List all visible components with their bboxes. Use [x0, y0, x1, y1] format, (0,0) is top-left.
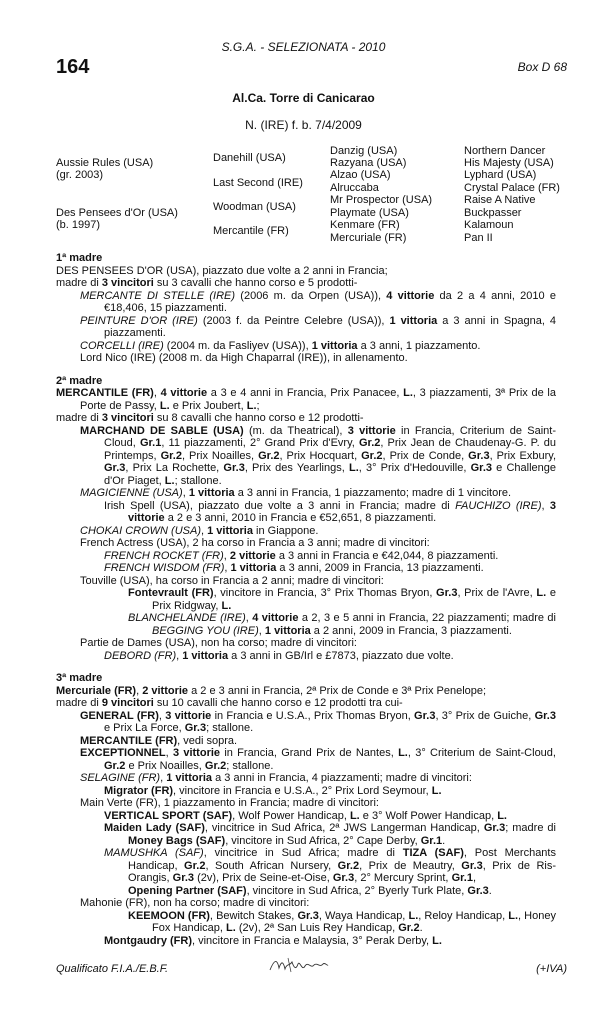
pedigree-gen4-item: Raise A Native: [464, 194, 536, 206]
pedigree-gen3-item: Alruccaba: [330, 182, 379, 194]
pedigree-gen4-item: Northern Dancer: [464, 145, 546, 157]
pedigree-sire-year: (gr. 2003): [56, 169, 104, 181]
produce-entry: Mahonie (FR), non ha corso; madre di vincitori:: [80, 897, 310, 909]
produce-entry: Lord Nico (IRE) (2008 m. da High Chaparral (IRE)), in allenamento.: [80, 352, 408, 364]
pedigree-gen4-item: Pan II: [464, 232, 493, 244]
produce-entry: Montgaudry (FR), vincitore in Francia e Malaysia, 3° Perak Derby, L.: [104, 934, 442, 947]
produce-entry: MAMUSHKA (SAF), vincitrice in Sud Africa; madre di TIZA (SAF), Post Merchants Handicap, Gr.2, South African Nursery, Gr.2, Prix de Meautry, Gr.3, Prix de Ris-Orangis, Gr.3 (2v), Prix de Seine-et-Oise, Gr.3, 2° Mercury Sprint, Gr.1,: [104, 847, 557, 884]
produce-entry: Main Verte (FR), 1 piazzamento in Francia; madre di vincitori:: [80, 797, 379, 809]
dam-line: DES PENSEES D'OR (USA), piazzato due volte a 2 anni in Francia;: [56, 264, 388, 277]
pedigree-gen3-item: Mr Prospector (USA): [330, 194, 433, 206]
pedigree-gen4-item: His Majesty (USA): [464, 157, 554, 169]
produce-entry: MERCANTE DI STELLE (IRE) (2006 m. da Orpen (USA)), 4 vittorie da 2 a 4 anni, 2010 e €18,406, 15 piazzamenti.: [80, 289, 556, 314]
pedigree-gen2-item: Last Second (IRE): [213, 177, 303, 189]
produce-entry: EXCEPTIONNEL, 3 vittorie in Francia, Grand Prix de Nantes, L., 3° Criterium de Saint-Cloud, Gr.2 e Prix Noailles, Gr.2; stallone.: [80, 747, 556, 772]
lot-number: 164: [56, 56, 90, 78]
produce-entry: FRENCH ROCKET (FR), 2 vittorie a 3 anni in Francia e €42,044, 8 piazzamenti.: [104, 549, 499, 562]
produce-entry: CHOKAI CROWN (USA), 1 vittoria in Giappone.: [80, 524, 319, 537]
pedigree-dam: Des Pensees d'Or (USA): [56, 207, 178, 219]
footer-qualification: Qualificato F.I.A./E.B.F.: [56, 963, 169, 975]
produce-entry: PEINTURE D'OR (IRE) (2003 f. da Peintre Celebre (USA)), 1 vittoria a 3 anni in Spagna, 4 piazzamenti.: [80, 314, 556, 339]
pedigree-gen4-item: Kalamoun: [464, 219, 514, 231]
produce-entry: KEEMOON (FR), Bewitch Stakes, Gr.3, Waya Handicap, L., Reloy Handicap, L., Honey Fox Handicap, L. (2v), 2ª San Luis Rey Handicap, Gr.2.: [128, 909, 556, 934]
produce-summary: madre di 3 vincitori su 3 cavalli che hanno corso e 5 prodotti-: [56, 277, 358, 289]
pedigree-gen4-item: Crystal Palace (FR): [464, 182, 560, 194]
produce-entry: VERTICAL SPORT (SAF), Wolf Power Handicap, L. e 3° Wolf Power Handicap, L.: [104, 809, 507, 822]
catalogue-body: [56, 252, 556, 947]
box-number: Box D 68: [517, 60, 567, 74]
pedigree-gen2-item: Woodman (USA): [213, 201, 296, 213]
pedigree-gen4-item: Buckpasser: [464, 207, 522, 219]
pedigree-gen3-item: Razyana (USA): [330, 157, 407, 169]
pedigree-gen3-item: Playmate (USA): [330, 207, 409, 219]
horse-description: N. (IRE) f. b. 7/4/2009: [245, 118, 362, 132]
produce-entry: DEBORD (FR), 1 vittoria a 3 anni in GB/Irl e £7873, piazzato due volte.: [104, 649, 454, 662]
section-heading: 1ª madre: [56, 252, 103, 264]
produce-summary: madre di 3 vincitori su 8 cavalli che hanno corso e 12 prodotti-: [56, 412, 364, 424]
produce-summary: madre di 9 vincitori su 10 cavalli che hanno corso e 12 prodotti tra cui-: [56, 697, 403, 709]
pedigree-gen3-item: Alzao (USA): [330, 169, 391, 181]
pedigree-dam-year: (b. 1997): [56, 219, 101, 231]
produce-entry: Opening Partner (SAF), vincitore in Sud Africa, 2° Byerly Turk Plate, Gr.3.: [128, 884, 492, 897]
produce-entry: FRENCH WISDOM (FR), 1 vittoria a 3 anni, 2009 in Francia, 13 piazzamenti.: [104, 562, 484, 574]
produce-entry: CORCELLI (IRE) (2004 m. da Fasliyev (USA)), 1 vittoria a 3 anni, 1 piazzamento.: [80, 339, 481, 352]
produce-entry: GENERAL (FR), 3 vittorie in Francia e U.S.A., Prix Thomas Bryon, Gr.3, 3° Prix de Guiche, Gr.3 e Prix La Force, Gr.3; stallone.: [80, 709, 556, 734]
section-heading: 2ª madre: [56, 374, 103, 387]
pedigree-gen2-item: Danehill (USA): [213, 152, 286, 164]
pedigree-gen4-item: Lyphard (USA): [464, 169, 537, 181]
produce-entry: French Actress (USA), 2 ha corso in Francia a 3 anni; madre di vincitori:: [80, 537, 430, 549]
dam-line: MERCANTILE (FR), 4 vittorie a 3 e 4 anni in Francia, Prix Panacee, L., 3 piazzamenti, 3ª Prix de la Porte de Passy, L. e Prix Joubert, L.;: [56, 387, 556, 412]
produce-entry: Partie de Dames (USA), non ha corso; madre di vincitori:: [80, 637, 357, 649]
produce-entry: SELAGINE (FR), 1 vittoria a 3 anni in Francia, 4 piazzamenti; madre di vincitori:: [80, 772, 472, 784]
produce-entry: Fontevrault (FR), vincitore in Francia, 3° Prix Thomas Bryon, Gr.3, Prix de l'Avre, L. e Prix Ridgway, L.: [128, 587, 556, 612]
produce-entry: BLANCHELANDE (IRE), 4 vittorie a 2, 3 e 5 anni in Francia, 22 piazzamenti; madre di BEGGING YOU (IRE), 1 vittoria a 2 anni, 2009 in Francia, 3 piazzamenti.: [128, 612, 556, 637]
section-heading: 3ª madre: [56, 672, 103, 684]
pedigree: [0, 144, 607, 248]
produce-entry: Migrator (FR), vincitore in Francia e U.S.A., 2° Prix Lord Seymour, L.: [104, 784, 442, 797]
produce-entry: MERCANTILE (FR), vedi sopra.: [80, 734, 238, 747]
produce-entry: Touville (USA), ha corso in Francia a 2 anni; madre di vincitori:: [80, 574, 384, 587]
produce-entry: Maiden Lady (SAF), vincitrice in Sud Africa, 2ª JWS Langerman Handicap, Gr.3; madre di Money Bags (SAF), vincitore in Sud Africa, 2° Cape Derby, Gr.1.: [104, 822, 556, 847]
produce-entry: Irish Spell (USA), piazzato due volte a 3 anni in Francia; madre di FAUCHIZO (IRE), 3 vittorie a 2 e 3 anni, 2010 in Francia e €52,651, 8 piazzamenti.: [104, 499, 556, 524]
pedigree-gen3-item: Kenmare (FR): [330, 219, 400, 231]
signature-icon: [268, 954, 330, 976]
pedigree-gen3-item: Mercuriale (FR): [330, 232, 407, 244]
pedigree-sire: Aussie Rules (USA): [56, 157, 154, 169]
seller-name: Al.Ca. Torre di Canicarao: [232, 91, 375, 105]
pedigree-gen3-item: Danzig (USA): [330, 145, 398, 157]
pedigree-gen2-item: Mercantile (FR): [213, 225, 289, 237]
page-header-title: S.G.A. - SELEZIONATA - 2010: [221, 40, 386, 54]
dam-line: Mercuriale (FR), 2 vittorie a 2 e 3 anni in Francia, 2ª Prix de Conde e 3ª Prix Penelope;: [56, 684, 487, 697]
produce-entry: MAGICIENNE (USA), 1 vittoria a 3 anni in Francia, 1 piazzamento; madre di 1 vincitore.: [80, 487, 512, 499]
footer-vat: (+IVA): [536, 963, 567, 975]
produce-entry: MARCHAND DE SABLE (USA) (m. da Theatrical), 3 vittorie in Francia, Criterium de Saint-Cloud, Gr.1, 11 piazzamenti, 2° Grand Prix d'Evry, Gr.2, Prix Jean de Chaudenay-G. P. du Printemps, Gr.2, Prix Noailles, Gr.2, Prix Hocquart, Gr.2, Prix de Conde, Gr.3, Prix Exbury, Gr.3, Prix La Rochette, Gr.3, Prix des Yearlings, L., 3° Prix d'Hedouville, Gr.3 e Challenge d'Or Piaget, L.; stallone.: [80, 424, 556, 487]
